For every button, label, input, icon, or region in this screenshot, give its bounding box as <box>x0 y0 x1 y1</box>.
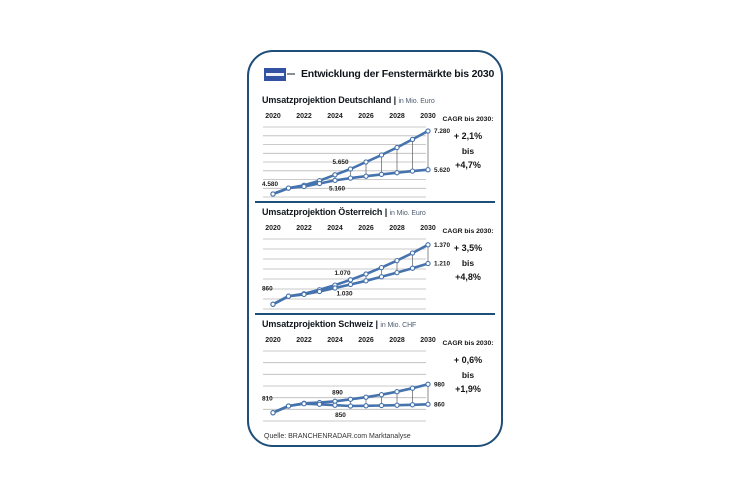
svg-text:980: 980 <box>434 381 445 389</box>
svg-text:1.030: 1.030 <box>336 290 353 298</box>
cagr-block <box>438 340 498 397</box>
section-heading <box>262 319 488 331</box>
cagr-max: +1,9% <box>455 384 481 394</box>
cagr-max: +4,7% <box>455 160 481 170</box>
svg-text:2028: 2028 <box>389 113 405 120</box>
chart-schweiz <box>262 333 458 425</box>
cagr-label: CAGR bis 2030: <box>442 340 494 347</box>
chart-section-schweiz <box>255 315 495 427</box>
svg-text:2024: 2024 <box>327 225 343 232</box>
section-title: Umsatzprojektion Schweiz <box>262 319 374 329</box>
svg-text:2022: 2022 <box>296 225 312 232</box>
separator: | <box>393 95 397 105</box>
chart-oesterreich <box>262 221 458 313</box>
svg-text:5.650: 5.650 <box>332 159 349 166</box>
svg-text:2024: 2024 <box>327 337 343 344</box>
svg-text:1.210: 1.210 <box>434 260 450 268</box>
svg-text:850: 850 <box>335 412 346 419</box>
cagr-bis: bis <box>461 370 475 380</box>
svg-text:2020: 2020 <box>265 113 281 120</box>
cagr-max: +4,8% <box>455 272 481 282</box>
cagr-bis: bis <box>461 146 475 156</box>
svg-text:1.070: 1.070 <box>334 269 351 277</box>
svg-text:2030: 2030 <box>420 337 436 344</box>
svg-text:2022: 2022 <box>296 337 312 344</box>
svg-text:7.280: 7.280 <box>434 128 450 136</box>
section-unit: in Mio. CHF <box>380 322 417 329</box>
svg-text:2028: 2028 <box>389 337 405 344</box>
infographic-card <box>247 50 503 447</box>
svg-text:2020: 2020 <box>265 225 281 232</box>
svg-text:860: 860 <box>262 285 273 293</box>
separator: | <box>384 207 388 217</box>
section-title: Umsatzprojektion Österreich <box>262 207 383 217</box>
section-unit: in Mio. Euro <box>398 98 435 105</box>
cagr-min: + 3,5% <box>453 243 483 253</box>
svg-text:2030: 2030 <box>420 225 436 232</box>
svg-text:890: 890 <box>332 389 343 397</box>
chart-section-deutschland <box>255 91 495 203</box>
svg-text:5.160: 5.160 <box>329 185 345 193</box>
branchenradar-logo <box>264 68 286 81</box>
cagr-block <box>438 116 498 173</box>
page-title: Entwicklung der Fenstermärkte bis 2030 <box>301 68 495 80</box>
cagr-label: CAGR bis 2030: <box>442 228 494 235</box>
header <box>262 61 495 87</box>
svg-text:5.620: 5.620 <box>434 166 450 174</box>
logo-band <box>266 73 284 76</box>
svg-text:2026: 2026 <box>358 113 374 120</box>
svg-text:810: 810 <box>262 395 273 403</box>
cagr-label: CAGR bis 2030: <box>442 116 494 123</box>
section-heading <box>262 207 488 219</box>
logo-dash <box>287 73 295 75</box>
svg-text:2020: 2020 <box>265 337 281 344</box>
svg-text:2028: 2028 <box>389 225 405 232</box>
cagr-min: + 2,1% <box>453 131 483 141</box>
svg-text:860: 860 <box>434 401 445 409</box>
svg-text:2024: 2024 <box>327 113 343 120</box>
svg-text:2026: 2026 <box>358 337 374 344</box>
section-heading <box>262 95 488 107</box>
cagr-bis: bis <box>461 258 475 268</box>
svg-text:1.370: 1.370 <box>434 242 450 249</box>
svg-text:2022: 2022 <box>296 113 312 120</box>
svg-text:2026: 2026 <box>358 225 374 232</box>
chart-deutschland <box>262 109 458 201</box>
chart-section-oesterreich <box>255 203 495 315</box>
svg-text:4.580: 4.580 <box>262 181 278 188</box>
source-note: Quelle: BRANCHENRADAR.com Marktanalyse <box>264 433 411 440</box>
separator: | <box>375 319 378 329</box>
cagr-block <box>438 228 498 285</box>
section-title: Umsatzprojektion Deutschland <box>262 95 392 105</box>
svg-text:2030: 2030 <box>420 113 436 120</box>
section-unit: in Mio. Euro <box>389 210 426 217</box>
cagr-min: + 0,6% <box>453 355 483 365</box>
